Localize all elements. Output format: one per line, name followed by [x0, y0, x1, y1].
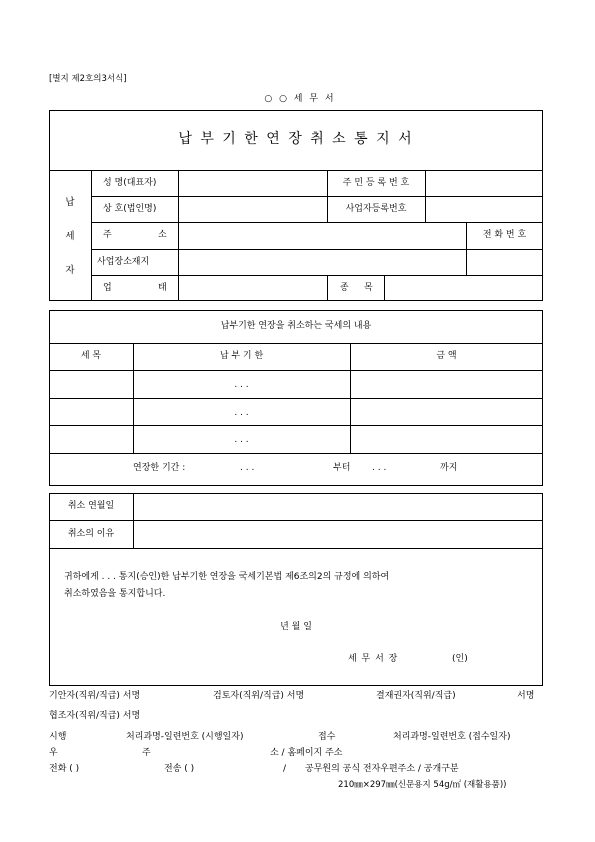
footer-email-disclosure: 공무원의 공식 전자우편주소 / 공개구분 — [305, 764, 459, 774]
cancel-reason-label: 취소의 이유 — [67, 529, 115, 539]
name-label: 성 명(대표자) — [103, 178, 157, 188]
footer-phone: 전화 ( ) — [49, 764, 80, 774]
footer-enforce-number: 처리과명-일련번호 (시행일자) — [126, 732, 244, 742]
footer-cooperator: 협조자(직위/직급) 서명 — [49, 711, 141, 721]
business-type-label: 업 — [103, 283, 112, 293]
notice-body-line2: 취소하였음을 통지합니다. — [64, 589, 166, 599]
footer-approver-sign: 서명 — [517, 691, 535, 701]
period-from-date: . . . — [240, 463, 255, 473]
deadline-header: 납 부 기 한 — [219, 351, 264, 361]
divider — [49, 370, 543, 371]
business-item-label: 종 — [340, 283, 349, 293]
business-type-label: 태 — [158, 283, 167, 293]
deadline-cell: . . . — [234, 408, 249, 418]
paper-specification: 210㎜×297㎜(신문용지 54g/㎡ (재활용품)) — [338, 780, 507, 790]
extension-header: 납부기한 연장을 취소하는 국세의 내용 — [220, 321, 372, 331]
divider — [384, 275, 385, 301]
footer-receipt-number: 처리과명-일련번호 (접수일자) — [393, 732, 511, 742]
address-label: 소 — [158, 230, 167, 240]
taxpayer-side-label: 납 — [65, 197, 75, 208]
divider — [466, 222, 467, 275]
divider — [49, 343, 543, 344]
phone-label: 전 화 번 호 — [482, 230, 527, 240]
period-to-word: 까지 — [440, 463, 458, 473]
cancel-date-label: 취소 연월일 — [67, 501, 115, 511]
footer-drafter: 기안자(직위/직급) 서명 — [49, 691, 141, 701]
notice-body-line1: 귀하에게 . . . 통지(승인)한 납부기한 연장을 국세기본법 제6조의2의 규정에 의하여 — [64, 572, 390, 582]
divider — [49, 170, 543, 171]
divider — [327, 170, 328, 222]
divider — [91, 275, 543, 276]
footer-address: 주 — [142, 748, 151, 758]
amount-header: 금 액 — [436, 351, 457, 361]
divider — [425, 170, 426, 222]
divider — [133, 493, 134, 548]
resident-number-label: 주 민 등 록 번 호 — [342, 178, 410, 188]
taxpayer-side-label: 자 — [65, 265, 75, 276]
trade-name-label: 상 호(법인명) — [103, 204, 157, 214]
document-title: 납 부 기 한 연 장 취 소 통 지 서 — [178, 131, 414, 147]
divider — [49, 453, 543, 454]
footer-separator: / — [283, 764, 287, 774]
signer-title: 세 무 서 장 — [348, 654, 399, 664]
official-seal: (인) — [452, 654, 468, 664]
divider — [49, 548, 543, 549]
extension-period-label: 연장한 기간 : — [133, 463, 186, 473]
business-place-label: 사업장소재지 — [97, 257, 150, 267]
address-label: 주 — [103, 230, 112, 240]
business-item-label: 목 — [364, 283, 373, 293]
notice-date: 년 월 일 — [280, 622, 312, 632]
divider — [49, 398, 543, 399]
deadline-cell: . . . — [234, 380, 249, 390]
divider — [49, 520, 543, 521]
form-number: [별지 제2호의3서식] — [49, 74, 127, 84]
footer-reviewer: 검토자(직위/직급) 서명 — [213, 691, 305, 701]
business-registration-label: 사업자등록번호 — [345, 204, 407, 214]
footer-postal: 우 — [49, 748, 58, 758]
divider — [178, 170, 179, 301]
divider — [91, 170, 92, 301]
tax-item-header: 세 목 — [80, 351, 102, 361]
period-from-word: 부터 — [333, 463, 351, 473]
footer-approver: 결재권자(직위/직급) — [376, 691, 456, 701]
footer-fax: 전송 ( ) — [164, 764, 195, 774]
footer-receipt-label: 접수 — [318, 732, 336, 742]
divider — [91, 196, 543, 197]
footer-homepage: 소 / 홈페이지 주소 — [270, 748, 343, 758]
divider — [49, 425, 543, 426]
deadline-cell: . . . — [234, 435, 249, 445]
divider — [91, 249, 543, 250]
footer-enforce-label: 시행 — [49, 732, 67, 742]
divider — [327, 275, 328, 301]
tax-office-name: ○ ○ 세 무 서 — [264, 94, 336, 104]
divider — [91, 222, 543, 223]
period-to-date: . . . — [372, 463, 387, 473]
taxpayer-side-label: 세 — [65, 231, 75, 242]
